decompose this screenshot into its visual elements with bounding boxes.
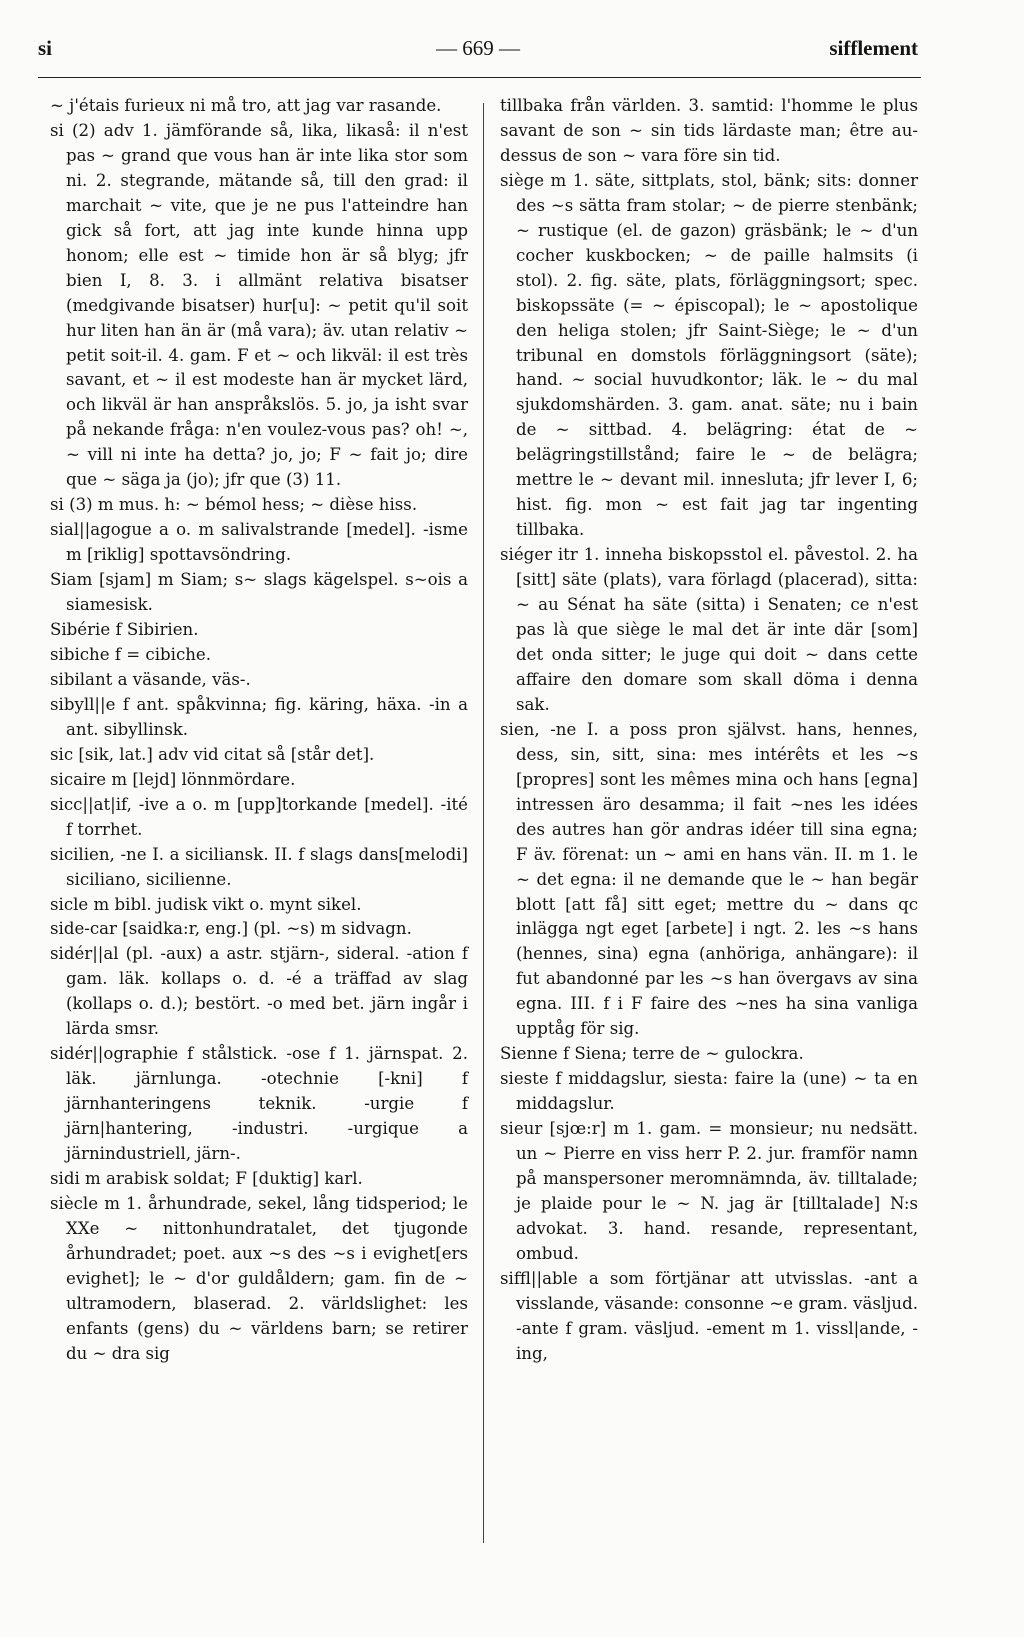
dictionary-entry: sicaire m [lejd] lönnmördare. (50, 769, 296, 789)
dictionary-entry: sicle m bibl. judisk vikt o. mynt sikel. (50, 894, 362, 914)
dictionary-entry: siège m 1. säte, sittplats, stol, bänk; sits: donner des ~s sätta fram stolar; ~ de pierre stenbänk; ~ rustique (el. de gazon) gräsbänk; le ~ d'un cocher kuskbocken; ~ de paille halmsits (i stol). 2. fig. säte, plats, förläggningsort; spec. biskopssäte (= ~ épiscopal); le ~ apostolique den heliga stolen; jfr Saint-Siège; le ~ d'un tribunal en domstols förläggningsort (säte); hand. ~ social huvudkontor; läk. le ~ du mal sjukdomshärden. 3. gam. anat. säte; nu i bain de ~ sittbad. 4. belägring: état de ~ belägringstillstånd; faire le ~ de belägra; mettre le ~ devant mil. innesluta; jfr lever I, 6; hist. fig. mon ~ est fait jag tar ingenting tillbaka. (500, 170, 918, 540)
column-divider (483, 103, 484, 1543)
dictionary-entry: sidér||ographie f stålstick. -ose f 1. järnspat. 2. läk. järnlunga. -otechnie [-kni] f järnhanteringens teknik. -urgie f järn|hantering, -industri. -urgique a järnindustriell, järn-. (50, 1044, 468, 1164)
dictionary-entry: Sienne f Siena; terre de ~ gulockra. (500, 1044, 804, 1064)
header-right-catchword: sifflement (829, 36, 918, 60)
dictionary-entry: si (2) adv 1. jämförande så, lika, likaså: il n'est pas ~ grand que vous han är inte lika stor som ni. 2. stegrande, mätande så, till den grad: il marchait ~ vite, que je ne pus l'atteindre han gick så fort, att jag inte kunde hinna upp honom; elle est ~ timide hon är så blyg; jfr bien I, 8. 3. i allmänt relativa bisatser (medgivande bisatser) hur[u]: ~ petit qu'il soit hur liten han än är (må vara); äv. utan relativ ~ petit soit-il. 4. gam. F et ~ och likväl: il est très savant, et ~ il est modeste han är mycket lärd, och likväl är han anspråkslös. 5. jo, ja isht svar på nekande fråga: n'en voulez-vous pas? oh! ~, ~ vill ni inte ha detta? jo, jo; F ~ fait jo; dire que ~ säga ja (jo); jfr que (3) 11. (50, 120, 468, 490)
dictionary-entry: siéger itr 1. inneha biskopsstol el. påvestol. 2. ha [sitt] säte (plats), vara förlagd (placerad), sitta: ~ au Sénat ha säte (sitta) i Senaten; ce n'est pas là que siège le mal det är inte där [som] det onda sitter; le juge qui doit ~ dans cette affaire den domare som skall döma i denna sak. (500, 545, 918, 714)
dictionary-entry: sidi m arabisk soldat; F [duktig] karl. (50, 1168, 363, 1188)
dictionary-entry: siffl||able a som förtjänar att utvisslas. -ant a visslande, väsande: consonne ~e gram. väsljud. -ante f gram. väsljud. -ement m 1. vissl|ande, -ing, (500, 1268, 918, 1363)
dictionary-entry: sidér||al (pl. -aux) a astr. stjärn-, sideral. -ation f gam. läk. kollaps o. d. -é a träffad av slag (kollaps o. d.); bestört. -o med bet. järn ingår i lärda smsr. (50, 944, 468, 1039)
page-header (38, 36, 918, 70)
dictionary-entry: sial||agogue a o. m salivalstrande [medel]. -isme m [riklig] spottavsöndring. (50, 520, 468, 565)
dictionary-entry: sibyll||e f ant. spåkvinna; fig. käring, häxa. -in a ant. sibyllinsk. (50, 694, 468, 739)
dictionary-entry: Siam [sjam] m Siam; s~ slags kägelspel. s~ois a siamesisk. (50, 570, 468, 615)
dictionary-entry: side-car [saidka:r, eng.] (pl. ~s) m sidvagn. (50, 919, 412, 939)
right-column (500, 94, 918, 1367)
left-column (50, 94, 468, 1367)
dictionary-entry: si (3) m mus. h: ~ bémol hess; ~ dièse hiss. (50, 495, 418, 515)
dictionary-entry: sibilant a väsande, väs-. (50, 669, 251, 689)
dictionary-entry: sibiche f = cibiche. (50, 644, 212, 664)
dictionary-entry: sieste f middagslur, siesta: faire la (une) ~ ta en middagslur. (500, 1069, 918, 1114)
dictionary-entry: sicc||at|if, -ive a o. m [upp]torkande [medel]. -ité f torrhet. (50, 794, 468, 839)
dictionary-entry: sic [sik, lat.] adv vid citat så [står det]. (50, 744, 375, 764)
dictionary-entry: sicilien, -ne I. a siciliansk. II. f slags dans[melodi] siciliano, sicilienne. (50, 844, 468, 889)
header-rule (38, 77, 921, 78)
dictionary-entry: siècle m 1. århundrade, sekel, lång tidsperiod; le XXe ~ nittonhundratalet, det tjugonde århundradet; poet. aux ~s des ~s i evighet[ers evighet]; le ~ d'or guldåldern; gam. fin de ~ ultramodern, blaserad. 2. världslighet: les enfants (gens) du ~ världens barn; se retirer du ~ dra sig (50, 1193, 468, 1363)
dictionary-entry: sieur [sjœ:r] m 1. gam. = monsieur; nu nedsätt. un ~ Pierre en viss herr P. 2. jur. framför namn på manspersoner meromnämnda, äv. tilltalade; je plaide pour le ~ N. jag är [tilltalade] N:s advokat. 3. hand. resande, representant, ombud. (500, 1119, 918, 1263)
dictionary-entry: tillbaka från världen. 3. samtid: l'homme le plus savant de son ~ sin tids lärdaste man; être au-dessus de son ~ vara före sin tid. (500, 96, 918, 165)
header-left-catchword: si (38, 36, 53, 60)
dictionary-entry: Sibérie f Sibirien. (50, 620, 199, 640)
page-number: — 669 — (436, 36, 520, 60)
dictionary-entry: ~ j'étais furieux ni må tro, att jag var rasande. (50, 96, 442, 115)
dictionary-entry: sien, -ne I. a poss pron självst. hans, hennes, dess, sin, sitt, sina: mes intérêts et les ~s [propres] sont les mêmes mina och hans [egna] intressen äro desamma; il fait ~nes les idées des autres han gör andras idéer till sina egna; F äv. förenat: un ~ ami en hans vän. II. m 1. le ~ det egna: il ne demande que le ~ han begär blott [att få] sitt eget; mettre du ~ dans qc inlägga ngt eget [arbete] i ngt. 2. les ~s hans (hennes, sina) egna (anhöriga, anhängare): il fut abandonné par les ~s han övergavs av sina egna. III. f i F faire des ~nes ha sina vanliga upptåg för sig. (500, 719, 918, 1039)
